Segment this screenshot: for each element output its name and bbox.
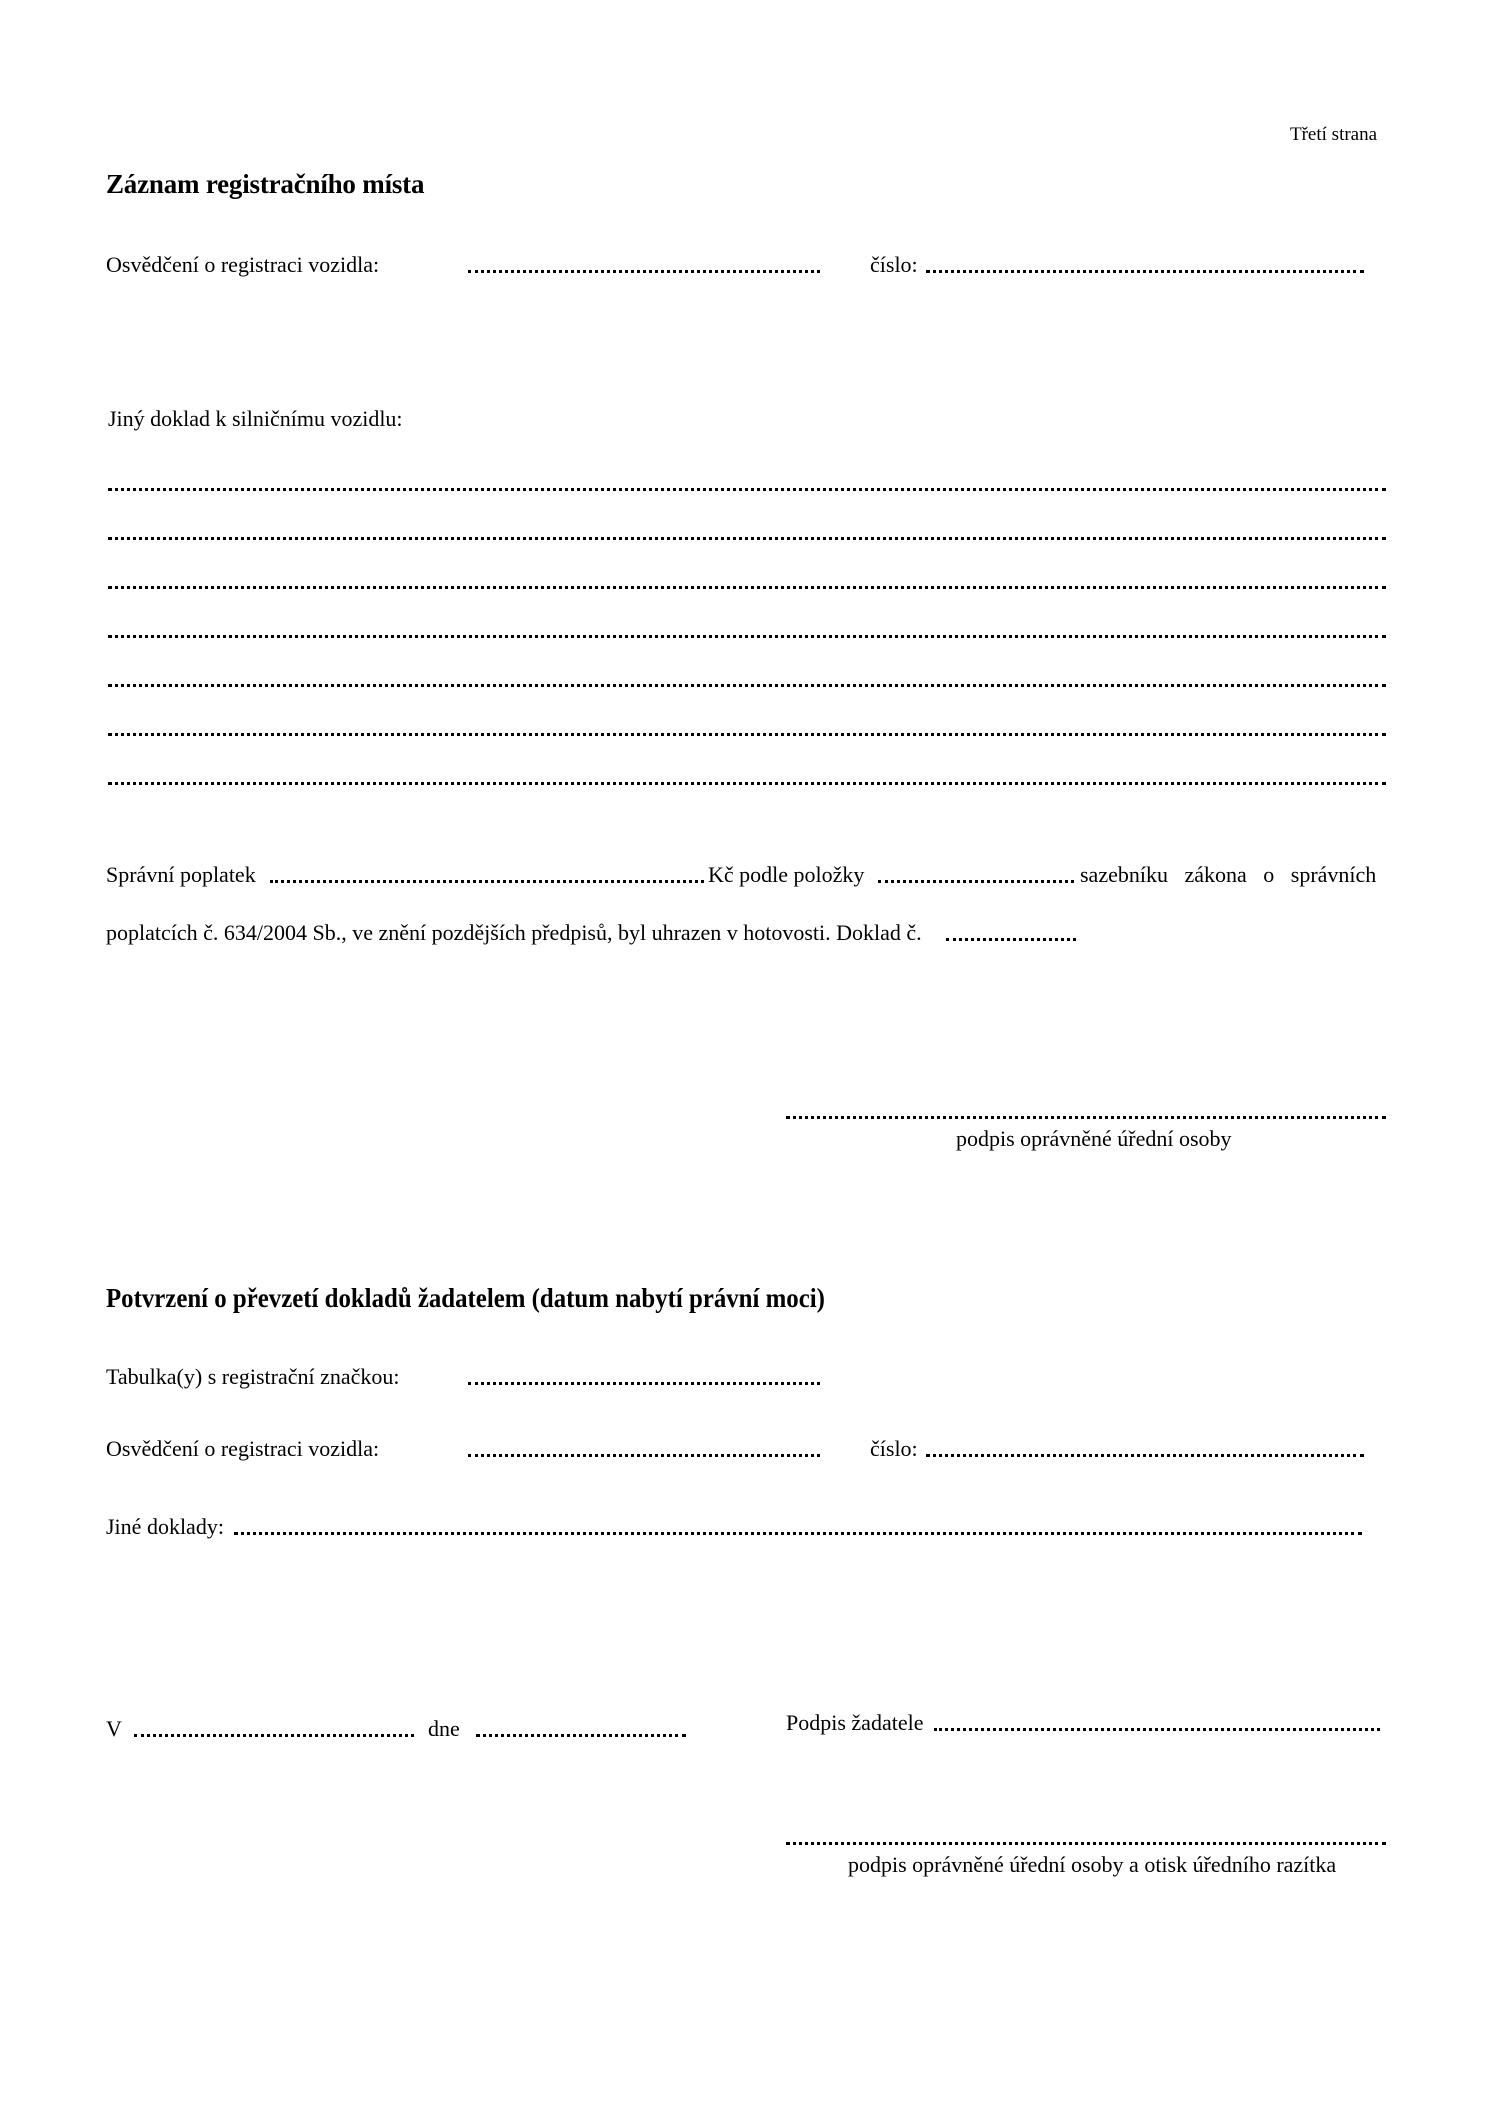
- other-documents-field[interactable]: [234, 1532, 1362, 1535]
- page-label: Třetí strana: [1290, 124, 1378, 145]
- plates-label: Tabulka(y) s registrační značkou:: [106, 1364, 400, 1389]
- official-signature-caption: podpis oprávněné úřední osoby: [956, 1126, 1232, 1151]
- fee-label: Správní poplatek: [106, 862, 256, 887]
- applicant-signature-field[interactable]: [934, 1728, 1380, 1731]
- place-label: V: [106, 1716, 122, 1741]
- other-document-line-6[interactable]: [108, 733, 1386, 736]
- other-documents-label: Jiné doklady:: [106, 1514, 224, 1539]
- certificate-label: Osvědčení o registraci vozidla:: [106, 252, 380, 277]
- date-label: dne: [428, 1716, 460, 1741]
- fee-legal-text: poplatcích č. 634/2004 Sb., ve znění pozdějších předpisů, byl uhrazen v hotovosti. Doklad č.: [106, 920, 922, 945]
- fee-tail-text: sazebníku zákona o správních: [1080, 862, 1377, 887]
- other-document-line-7[interactable]: [108, 782, 1386, 785]
- other-document-line-1[interactable]: [108, 488, 1386, 491]
- place-field[interactable]: [134, 1734, 414, 1737]
- section-title-registration-record: Záznam registračního místa: [106, 169, 425, 199]
- certificate-field-2[interactable]: [468, 1454, 820, 1457]
- other-document-line-2[interactable]: [108, 537, 1386, 540]
- other-document-label: Jiný doklad k silničnímu vozidlu:: [108, 406, 403, 431]
- certificate-field[interactable]: [468, 270, 820, 273]
- official-signature-stamp-caption: podpis oprávněné úřední osoby a otisk úředního razítka: [848, 1852, 1337, 1877]
- receipt-number-field[interactable]: [946, 938, 1076, 941]
- number-label: číslo:: [870, 252, 918, 277]
- date-field[interactable]: [476, 1734, 686, 1737]
- other-document-line-4[interactable]: [108, 635, 1386, 638]
- plates-field[interactable]: [468, 1382, 820, 1385]
- certificate-label-2: Osvědčení o registraci vozidla:: [106, 1436, 380, 1461]
- other-document-line-3[interactable]: [108, 586, 1386, 589]
- fee-item-field[interactable]: [878, 880, 1074, 883]
- official-signature-field[interactable]: [786, 1116, 1386, 1119]
- official-signature-stamp-field[interactable]: [786, 1842, 1386, 1845]
- certificate-number-field-2[interactable]: [926, 1454, 1364, 1457]
- section-title-document-handover: Potvrzení o převzetí dokladů žadatelem (datum nabytí právní moci): [106, 1283, 825, 1313]
- number-label-2: číslo:: [870, 1436, 918, 1461]
- other-document-line-5[interactable]: [108, 684, 1386, 687]
- certificate-number-field[interactable]: [926, 270, 1364, 273]
- fee-amount-field[interactable]: [270, 880, 704, 883]
- applicant-signature-label: Podpis žadatele: [786, 1710, 924, 1735]
- fee-currency-label: Kč podle položky: [708, 862, 865, 887]
